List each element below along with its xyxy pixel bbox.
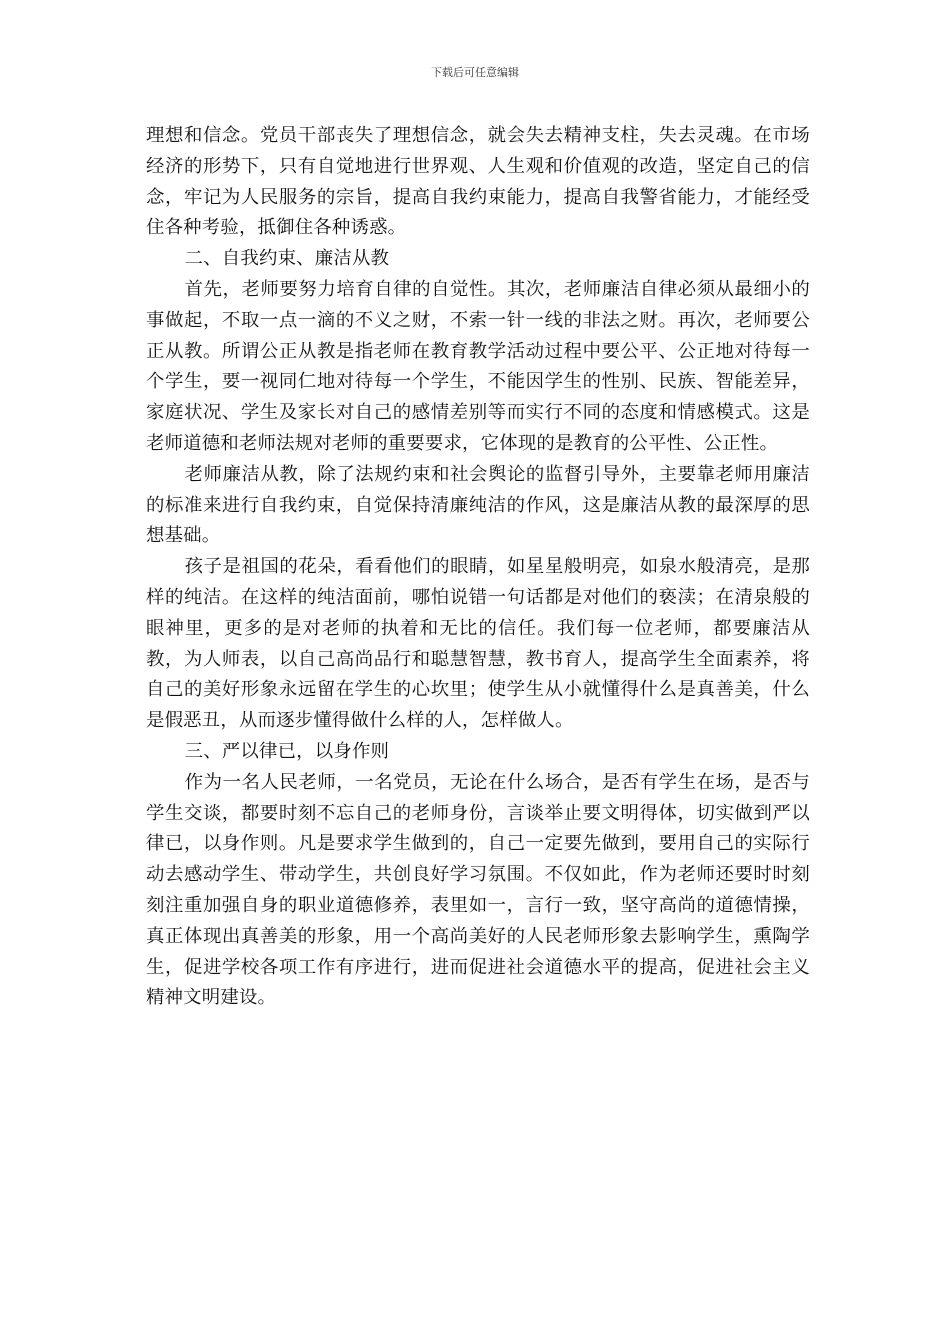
paragraph-children: 孩子是祖国的花朵，看看他们的眼睛，如星星般明亮，如泉水般清亮，是那样的纯洁。在这样的纯洁面前，哪怕说错一句话都是对他们的亵渎；在清泉般的眼神里，更多的是对老师的执着和无比的信任。我们每一位老师，都要廉洁从教，为人师表，以自己高尚品行和聪慧智慧，教书育人，提高学生全面素养，将自己的美好形象永远留在学生的心坎里；使学生从小就懂得什么是真善美，什么是假恶丑，从而逐步懂得做什么样的人，怎样做人。 <box>146 556 810 732</box>
paragraph-continuation: 理想和信念。党员干部丧失了理想信念，就会失去精神支柱，失去灵魂。在市场经济的形势下，只有自觉地进行世界观、人生观和价值观的改造，坚定自己的信念，牢记为人民服务的宗旨，提高自我约束能力，提高自我警省能力，才能经受住各种考验，抵御住各种诱惑。 <box>146 125 810 239</box>
section-heading-two: 二、自我约束、廉洁从教 <box>184 248 390 270</box>
page-header: 下载后可任意编辑 <box>431 66 519 79</box>
paragraph-self-discipline: 首先，老师要努力培育自律的自觉性。其次，老师廉洁自律必须从最细小的事做起，不取一点一滴的不义之财，不索一针一线的非法之财。再次，老师要公正从教。所谓公正从教是指老师在教育教学活动过程中要公平、公正地对待每一个学生，要一视同仁地对待每一个学生，不能因学生的性别、民族、智能差异，家庭状况、学生及家长对自己的感情差别等而实行不同的态度和情感模式。这是老师道德和老师法规对老师的重要要求，它体现的是教育的公平性、公正性。 <box>146 278 810 454</box>
section-heading-three: 三、严以律已，以身作则 <box>184 740 390 762</box>
paragraph-role-model: 作为一名人民老师，一名党员，无论在什么场合，是否有学生在场，是否与学生交谈，都要时刻不忘自己的老师身份，言谈举止要文明得体，切实做到严以律已，以身作则。凡是要求学生做到的，自己一定要先做到，要用自己的实际行动去感动学生、带动学生，共创良好学习氛围。不仅如此，作为老师还要时时刻刻注重加强自身的职业道德修养，表里如一，言行一致，坚守高尚的道德情操，真正体现出真善美的形象，用一个高尚美好的人民老师形象去影响学生，熏陶学生，促进学校各项工作有序进行，进而促进社会道德水平的提高，促进社会主义精神文明建设。 <box>146 771 810 1009</box>
paragraph-integrity: 老师廉洁从教，除了法规约束和社会舆论的监督引导外，主要靠老师用廉洁的标准来进行自我约束，自觉保持清廉纯洁的作风，这是廉洁从教的最深厚的思想基础。 <box>146 463 810 547</box>
document-body <box>146 121 810 1014</box>
